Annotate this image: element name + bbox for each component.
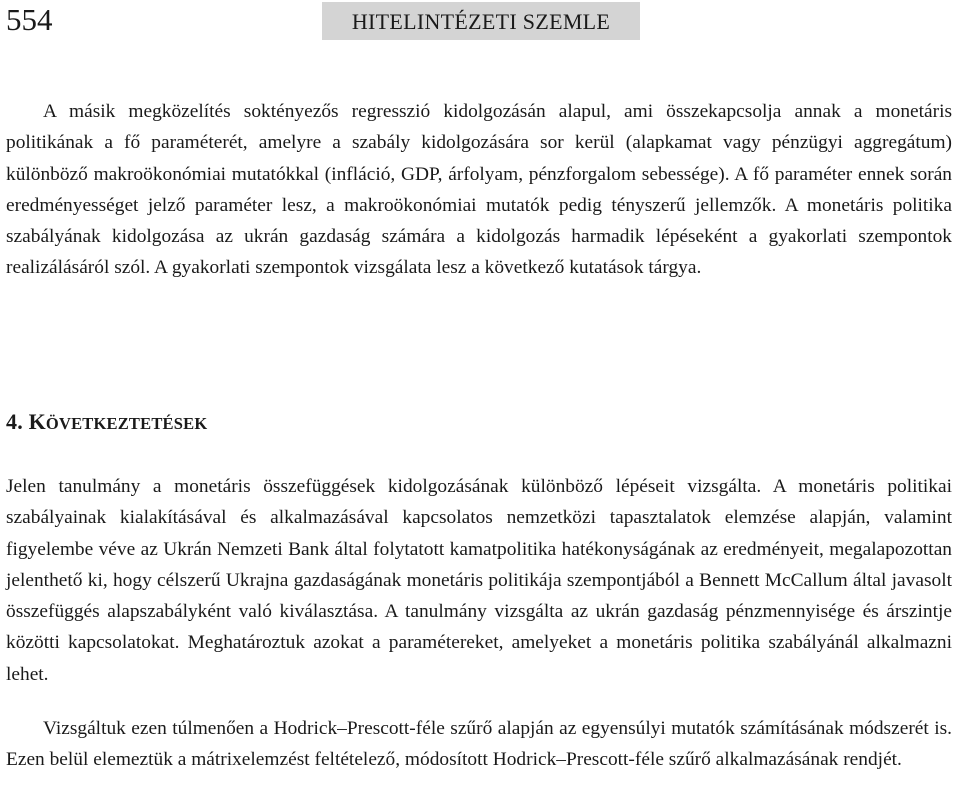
section-heading: [6, 404, 207, 442]
body-paragraph: A másik megközelítés soktényezős regresszió kidolgozásán alapul, ami összekapcsolja annak a monetáris politikának a fő paraméterét, amelyre a szabály kidolgozására sor kerül (alapkamat vagy pénzügyi aggregátum) különböző makroökonómiai mutatókkal (infláció, GDP, árfolyam, pénzforgalom sebessége). A fő paraméter ennek során eredményességet jelző paraméter lesz, a makroökonómiai mutatók pedig tényszerű jellemzők. A monetáris politika szabályának kidolgozása az ukrán gazdaság számára a kidolgozás harmadik lépéseként a gyakorlati szempontok realizálásáról szól. A gyakorlati szempontok vizsgálata lesz a következő kutatások tárgya.: [6, 101, 952, 279]
journal-running-head: HITELINTÉZETI SZEMLE: [322, 2, 640, 40]
section-title-rest: ÖVETKEZTETÉSEK: [45, 414, 208, 433]
page-number: 554: [6, 2, 53, 37]
section-number: 4.: [6, 409, 23, 434]
body-paragraph: Vizsgáltuk ezen túlmenően a Hodrick–Prescott-féle szűrő alapján az egyensúlyi mutatók számításának módszerét is. Ezen belül elemeztük a mátrixelemzést feltételező, módosított Hodrick–Prescott-féle szűrő alkalmazásának rendjét.: [6, 718, 952, 771]
body-paragraph: Jelen tanulmány a monetáris összefüggések kidolgozásának különböző lépéseit vizsgálta. A monetáris politikai szabályainak kialakításával és alkalmazásával kapcsolatos nemzetközi tapasztalatok elemzése alapján, valamint figyelembe véve az Ukrán Nemzeti Bank által folytatott kamatpolitika hatékonyságának az eredményeit, megalapozottan jelenthető ki, hogy célszerű Ukrajna gazdaságának monetáris politikája szempontjából a Bennett McCallum által javasolt összefüggés alapszabályként való kiválasztása. A tanulmány vizsgálta az ukrán gazdaság pénzmennyisége és árszintje közötti kapcsolatokat. Meghatároztuk azokat a paramétereket, amelyeket a monetáris politika szabályánál alkalmazni lehet.: [6, 476, 952, 685]
section-title-initial: K: [28, 409, 46, 434]
